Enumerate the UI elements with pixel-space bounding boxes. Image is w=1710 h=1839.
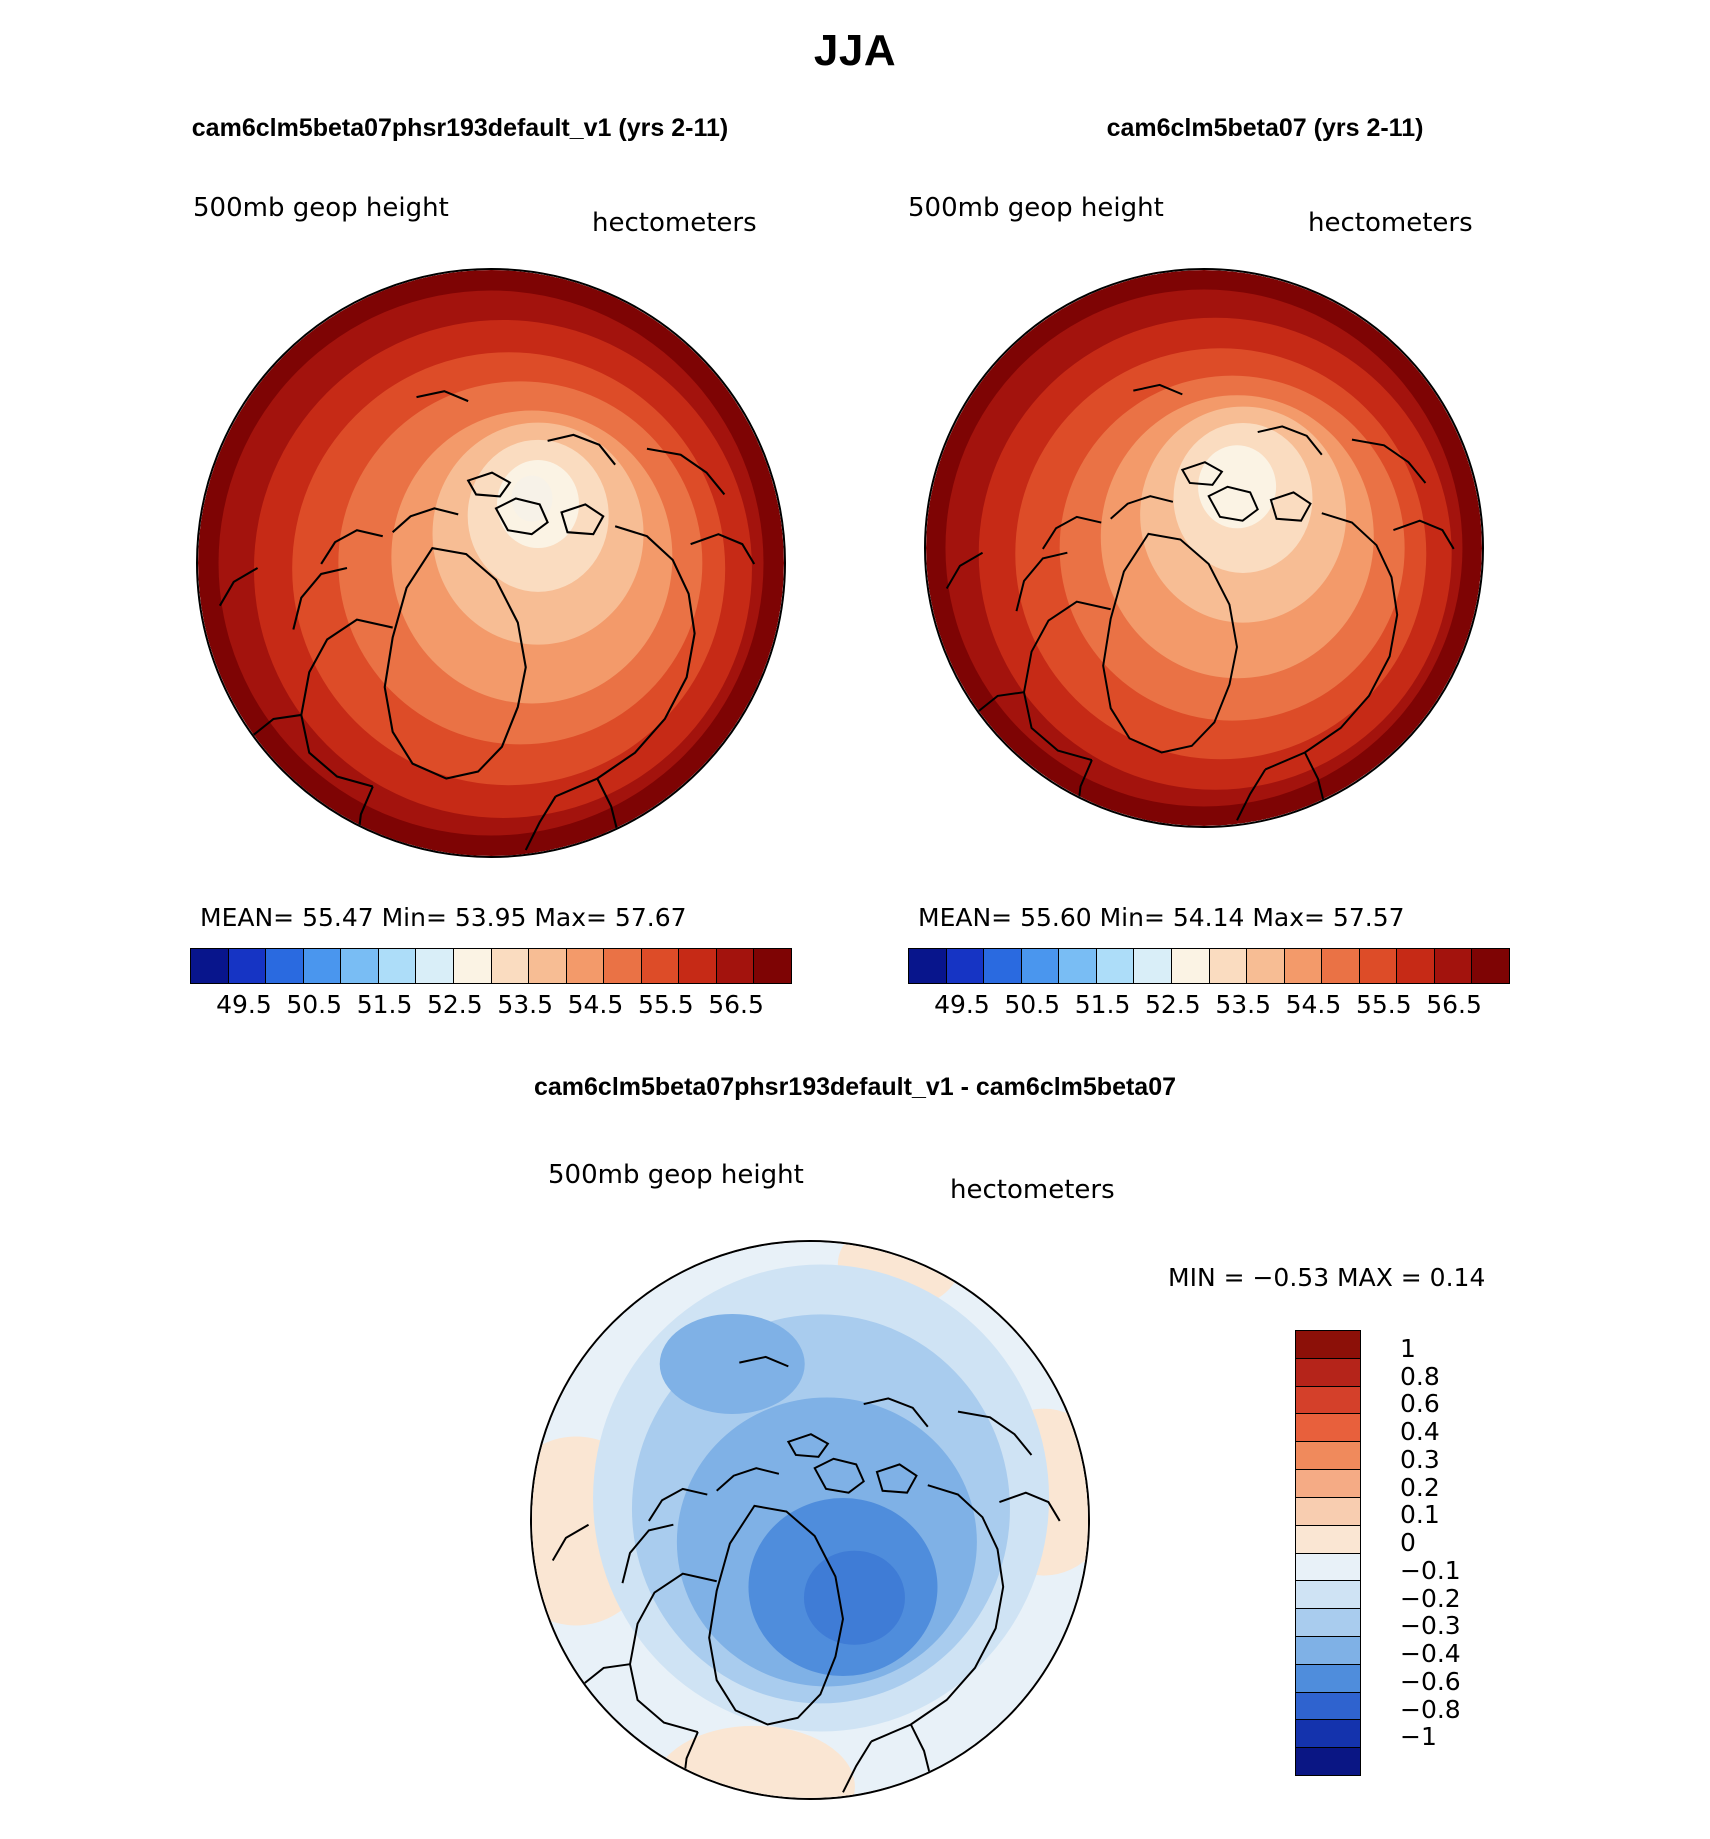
colorbar-tick-label: 56.5 xyxy=(1426,990,1482,1019)
diff-colorbar xyxy=(1295,1330,1361,1776)
colorbar-swatch xyxy=(1296,1609,1360,1637)
colorbar-swatch xyxy=(1435,949,1473,983)
colorbar-swatch xyxy=(1296,1331,1360,1359)
colorbar-swatch xyxy=(379,949,417,983)
colorbar-swatch xyxy=(1097,949,1135,983)
colorbar-tick-label: 52.5 xyxy=(1145,990,1201,1019)
colorbar-swatch xyxy=(341,949,379,983)
colorbar-swatch xyxy=(266,949,304,983)
colorbar-swatch xyxy=(1296,1637,1360,1665)
colorbar-tick-label: 52.5 xyxy=(427,990,483,1019)
colorbar-swatch xyxy=(947,949,985,983)
colorbar-tick-label: 54.5 xyxy=(567,990,624,1019)
colorbar-tick-label: 50.5 xyxy=(286,990,343,1019)
left-map-contours xyxy=(198,270,784,856)
colorbar-swatch xyxy=(1247,949,1285,983)
left-map xyxy=(196,268,786,858)
colorbar-swatch xyxy=(416,949,454,983)
colorbar-swatch xyxy=(604,949,642,983)
colorbar-swatch xyxy=(1285,949,1323,983)
colorbar-tick-label: 55.5 xyxy=(637,990,694,1019)
colorbar-swatch xyxy=(529,949,567,983)
colorbar-tick-label: 49.5 xyxy=(934,990,990,1019)
right-field-label: 500mb geop height xyxy=(908,193,1164,223)
diff-minmax-text: MIN = −0.53 MAX = 0.14 xyxy=(1168,1263,1486,1292)
diff-units-label: hectometers xyxy=(950,1175,1115,1205)
colorbar-swatch xyxy=(1296,1693,1360,1721)
colorbar-tick-label: 56.5 xyxy=(708,990,764,1019)
colorbar-swatch xyxy=(1296,1748,1360,1775)
colorbar-swatch xyxy=(229,949,267,983)
right-units-label: hectometers xyxy=(1308,208,1473,238)
right-stats: MEAN= 55.60 Min= 54.14 Max= 57.57 xyxy=(918,903,1405,932)
colorbar-swatch xyxy=(1210,949,1248,983)
colorbar-swatch xyxy=(1472,949,1509,983)
diff-colorbar-labels: 1 0.8 0.6 0.4 0.3 0.2 0.1 0 −0.1 −0.2 −0.3 −0.4 −0.6 −0.8 −1 xyxy=(1400,1333,1461,1752)
colorbar-tick-label: 54.5 xyxy=(1285,990,1342,1019)
colorbar-swatch xyxy=(1296,1554,1360,1582)
colorbar-swatch xyxy=(1296,1720,1360,1748)
colorbar-tick-label: 51.5 xyxy=(1074,990,1131,1019)
right-colorbar xyxy=(908,948,1510,984)
diff-field-label: 500mb geop height xyxy=(548,1160,804,1190)
diff-map-contours xyxy=(532,1242,1088,1798)
colorbar-swatch xyxy=(1296,1526,1360,1554)
colorbar-swatch xyxy=(1397,949,1435,983)
colorbar-swatch xyxy=(1022,949,1060,983)
colorbar-swatch xyxy=(642,949,680,983)
colorbar-tick-label: 53.5 xyxy=(1215,990,1271,1019)
colorbar-swatch xyxy=(984,949,1022,983)
colorbar-swatch xyxy=(1360,949,1398,983)
left-stats: MEAN= 55.47 Min= 53.95 Max= 57.67 xyxy=(200,903,687,932)
left-colorbar xyxy=(190,948,792,984)
colorbar-tick-label: 55.5 xyxy=(1355,990,1412,1019)
colorbar-swatch xyxy=(1322,949,1360,983)
colorbar-swatch xyxy=(717,949,755,983)
colorbar-swatch xyxy=(304,949,342,983)
colorbar-swatch xyxy=(1296,1581,1360,1609)
right-map-contours xyxy=(926,270,1482,826)
colorbar-swatch xyxy=(754,949,791,983)
left-field-label: 500mb geop height xyxy=(193,193,449,223)
colorbar-swatch xyxy=(1134,949,1172,983)
right-colorbar-labels xyxy=(908,990,1489,1019)
colorbar-swatch xyxy=(679,949,717,983)
colorbar-tick-label: 49.5 xyxy=(216,990,272,1019)
colorbar-swatch xyxy=(454,949,492,983)
colorbar-swatch xyxy=(1296,1498,1360,1526)
left-panel-title: cam6clm5beta07phsr193default_v1 (yrs 2-11) xyxy=(191,114,729,142)
colorbar-swatch xyxy=(1296,1470,1360,1498)
colorbar-tick-label: 50.5 xyxy=(1004,990,1061,1019)
colorbar-tick-label: 51.5 xyxy=(356,990,413,1019)
colorbar-swatch xyxy=(1296,1442,1360,1470)
colorbar-swatch xyxy=(1172,949,1210,983)
left-colorbar-labels xyxy=(190,990,771,1019)
diff-panel-title: cam6clm5beta07phsr193default_v1 - cam6clm5beta07 xyxy=(533,1073,1177,1101)
colorbar-swatch xyxy=(909,949,947,983)
colorbar-swatch xyxy=(1296,1665,1360,1693)
colorbar-swatch xyxy=(1059,949,1097,983)
left-units-label: hectometers xyxy=(592,208,757,238)
diff-map xyxy=(530,1240,1090,1800)
colorbar-swatch xyxy=(1296,1414,1360,1442)
right-map xyxy=(924,268,1484,828)
colorbar-swatch xyxy=(191,949,229,983)
colorbar-swatch xyxy=(492,949,530,983)
colorbar-swatch xyxy=(1296,1359,1360,1387)
right-panel-title: cam6clm5beta07 (yrs 2-11) xyxy=(1106,114,1424,142)
colorbar-tick-label: 53.5 xyxy=(497,990,553,1019)
colorbar-swatch xyxy=(1296,1387,1360,1415)
colorbar-swatch xyxy=(567,949,605,983)
figure-title: JJA xyxy=(813,26,897,75)
